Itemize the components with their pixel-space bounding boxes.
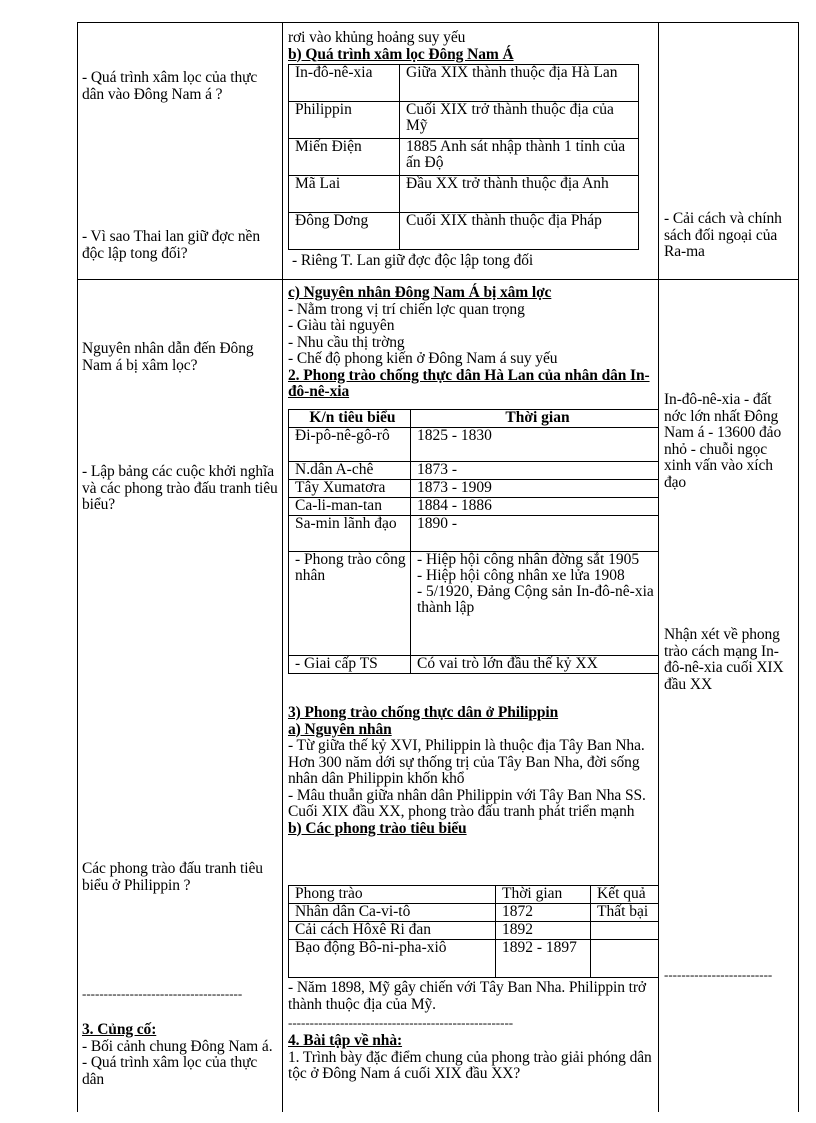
movement-name: Nhân dân Ca-vi-tô — [289, 904, 496, 922]
movement-time: 1892 - 1897 — [496, 940, 591, 978]
uprising-name: Sa-min lãnh đạo — [289, 516, 411, 552]
table-header: Phong trào — [289, 886, 496, 904]
invasion-country: Mã Lai — [289, 176, 400, 213]
cause-item: - Giàu tài nguyên — [288, 317, 395, 334]
table-header: Kết quả — [591, 886, 659, 904]
table-row — [289, 552, 659, 656]
uprising-time: 1884 - 1886 — [411, 498, 659, 516]
table-row — [289, 904, 659, 922]
invasion-table — [288, 64, 639, 250]
uprising-time: 1873 - 1909 — [411, 480, 659, 498]
right-note-indonesia: In-đô-nê-xia - đất nớc lớn nhất Đông Nam á - 13600 đảo nhỏ - chuỗi ngọc xinh vấn vào xích đạo — [664, 391, 782, 491]
table-header: Thời gian — [496, 886, 591, 904]
table-row — [289, 498, 659, 516]
causes-subheading: a) Nguyên nhân — [288, 720, 392, 738]
philippines-heading: 3) Phong trào chống thực dân ở Philippin — [288, 704, 559, 721]
philippines-table — [288, 885, 658, 978]
cause-item: - Nhu cầu thị trờng — [288, 333, 405, 351]
table-row — [289, 516, 659, 552]
invasion-detail: Cuối XIX trở thành thuộc địa của Mỹ — [400, 102, 639, 139]
invasion-detail: 1885 Anh sát nhập thành 1 tỉnh của ấn Độ — [400, 139, 639, 176]
middle-top-line: rơi vào khủng hoảng suy yếu b) Quá trình xâm lọc Đông Nam Á — [288, 30, 654, 63]
thai-line: - Riêng T. Lan giữ đợc độc lập tong đối — [292, 252, 534, 269]
uprising-time: 1890 - — [411, 516, 659, 552]
movement-result: Thất bại — [591, 904, 659, 922]
movement-time: 1892 — [496, 922, 591, 940]
uprising-time: 1873 - — [411, 462, 659, 480]
invasion-country: Miến Điện — [289, 139, 400, 176]
consolidate-heading: 3. Củng cố: — [82, 1021, 157, 1038]
row-line-middle — [77, 279, 799, 280]
consolidate-item: - Bối cảnh chung Đông Nam á. — [82, 1037, 273, 1055]
homework-item: 1. Trình bày đặc điểm chung của phong trào giải phóng dân tộc ở Đông Nam á cuối XIX đầu XX? — [288, 1048, 652, 1082]
left-consolidate — [82, 1022, 278, 1088]
movement-result — [591, 922, 659, 940]
table-row — [289, 176, 639, 213]
col-line-mid1 — [282, 22, 283, 1112]
invasion-country: Đông Dơng — [289, 213, 400, 250]
invasion-country: Philippin — [289, 102, 400, 139]
invasion-heading: b) Quá trình xâm lọc Đông Nam Á — [288, 45, 514, 63]
paragraph: - Mâu thuẫn giữa nhân dân Philippin với Tây Ban Nha SS. Cuối XIX đầu XX, phong trào đấu tranh phát triển mạnh — [288, 786, 646, 820]
right-divider: ------------------------- — [664, 968, 773, 982]
left-question-invasion: - Quá trình xâm lọc của thực dân vào Đông Nam á ? — [82, 69, 258, 103]
paragraph: - Từ giữa thế kỷ XVI, Philippin là thuộc địa Tây Ban Nha. Hơn 300 năm dới sự thống trị của Tây Ban Nha, đời sống nhân dân Philippin khốn khổ — [288, 737, 645, 787]
uprising-name: Tây Xumatơra — [289, 480, 411, 498]
table-header: Thời gian — [411, 410, 659, 428]
causes-section — [288, 285, 654, 401]
indonesia-heading: 2. Phong trào chống thực dân Hà Lan của nhân dân In-đô-nê-xia — [288, 366, 650, 400]
left-question-philippines: Các phong trào đấu tranh tiêu biểu ở Philippin ? — [82, 860, 263, 894]
philippines-section — [288, 705, 652, 837]
table-row — [289, 213, 639, 250]
consolidate-item: - Quá trình xâm lọc của thực dân — [82, 1054, 258, 1088]
table-row — [289, 462, 659, 480]
left-question-causes: Nguyên nhân dẫn đến Đông Nam á bị xâm lọc? — [82, 340, 254, 374]
uprising-name: Ca-li-man-tan — [289, 498, 411, 516]
movement-name: Cải cách Hôxê Ri đan — [289, 922, 496, 940]
movement-time: 1872 — [496, 904, 591, 922]
indonesia-table — [288, 409, 659, 674]
movement-result — [591, 940, 659, 978]
middle-divider: ---------------------------------------------------- — [288, 1016, 514, 1030]
invasion-detail: Cuối XIX thành thuộc địa Pháp — [400, 213, 639, 250]
homework-section — [288, 1033, 652, 1083]
uprising-name: - Giai cấp TS — [289, 656, 411, 674]
homework-heading: 4. Bài tập về nhà: — [288, 1032, 403, 1049]
table-row — [289, 65, 639, 102]
uprising-name: N.dân A-chê — [289, 462, 411, 480]
left-divider: ------------------------------------- — [82, 987, 243, 1001]
right-note-comment: Nhận xét về phong trào cách mạng In-đô-nê-xia cuối XIX đầu XX — [664, 626, 784, 693]
table-row — [289, 480, 659, 498]
row-line-top — [77, 22, 799, 23]
table-row — [289, 922, 659, 940]
cause-item: - Chế độ phong kiến ở Đông Nam á suy yếu — [288, 350, 558, 367]
table-row — [289, 139, 639, 176]
col-line-left — [77, 22, 78, 1112]
table-row — [289, 410, 659, 428]
uprising-name: - Phong trào công nhân — [289, 552, 411, 656]
left-question-uprisings: - Lập bảng các cuộc khởi nghĩa và các phong trào đấu tranh tiêu biểu? — [82, 463, 278, 513]
cause-item: - Nằm trong vị trí chiến lợc quan trọng — [288, 300, 525, 318]
left-question-thailand: - Vì sao Thai lan giữ đợc nền độc lập tong đối? — [82, 228, 260, 262]
philippines-table-clip — [288, 885, 658, 980]
col-line-right — [798, 22, 799, 1112]
table-row — [289, 940, 659, 978]
right-note-rama: - Cải cách và chính sách đối ngoại của Ra-ma — [664, 210, 782, 260]
final-paragraph: - Năm 1898, Mỹ gây chiến với Tây Ban Nha. Philippin trở thành thuộc địa của Mỹ. — [288, 979, 647, 1013]
table-row — [289, 656, 659, 674]
invasion-detail: Giữa XIX thành thuộc địa Hà Lan — [400, 65, 639, 102]
uprising-time: - Hiệp hội công nhân đờng sắt 1905 - Hiệp hội công nhân xe lửa 1908 - 5/1920, Đảng Cộng sản In-đô-nê-xia thành lập — [411, 552, 659, 656]
table-row — [289, 428, 659, 462]
uprising-time: 1825 - 1830 — [411, 428, 659, 462]
movements-heading: b) Các phong trào tiêu biểu — [288, 819, 467, 837]
invasion-country: In-đô-nê-xia — [289, 65, 400, 102]
movement-name: Bạo động Bô-ni-pha-xiô — [289, 940, 496, 978]
invasion-detail: Đầu XX trở thành thuộc địa Anh — [400, 176, 639, 213]
uprising-time: Có vai trò lớn đầu thế kỷ XX — [411, 656, 659, 674]
table-row — [289, 886, 659, 904]
table-row — [289, 102, 639, 139]
causes-heading: c) Nguyên nhân Đông Nam Á bị xâm lợc — [288, 284, 552, 301]
uprising-name: Đi-pô-nê-gô-rô — [289, 428, 411, 462]
table-header: K/n tiêu biểu — [289, 410, 411, 428]
